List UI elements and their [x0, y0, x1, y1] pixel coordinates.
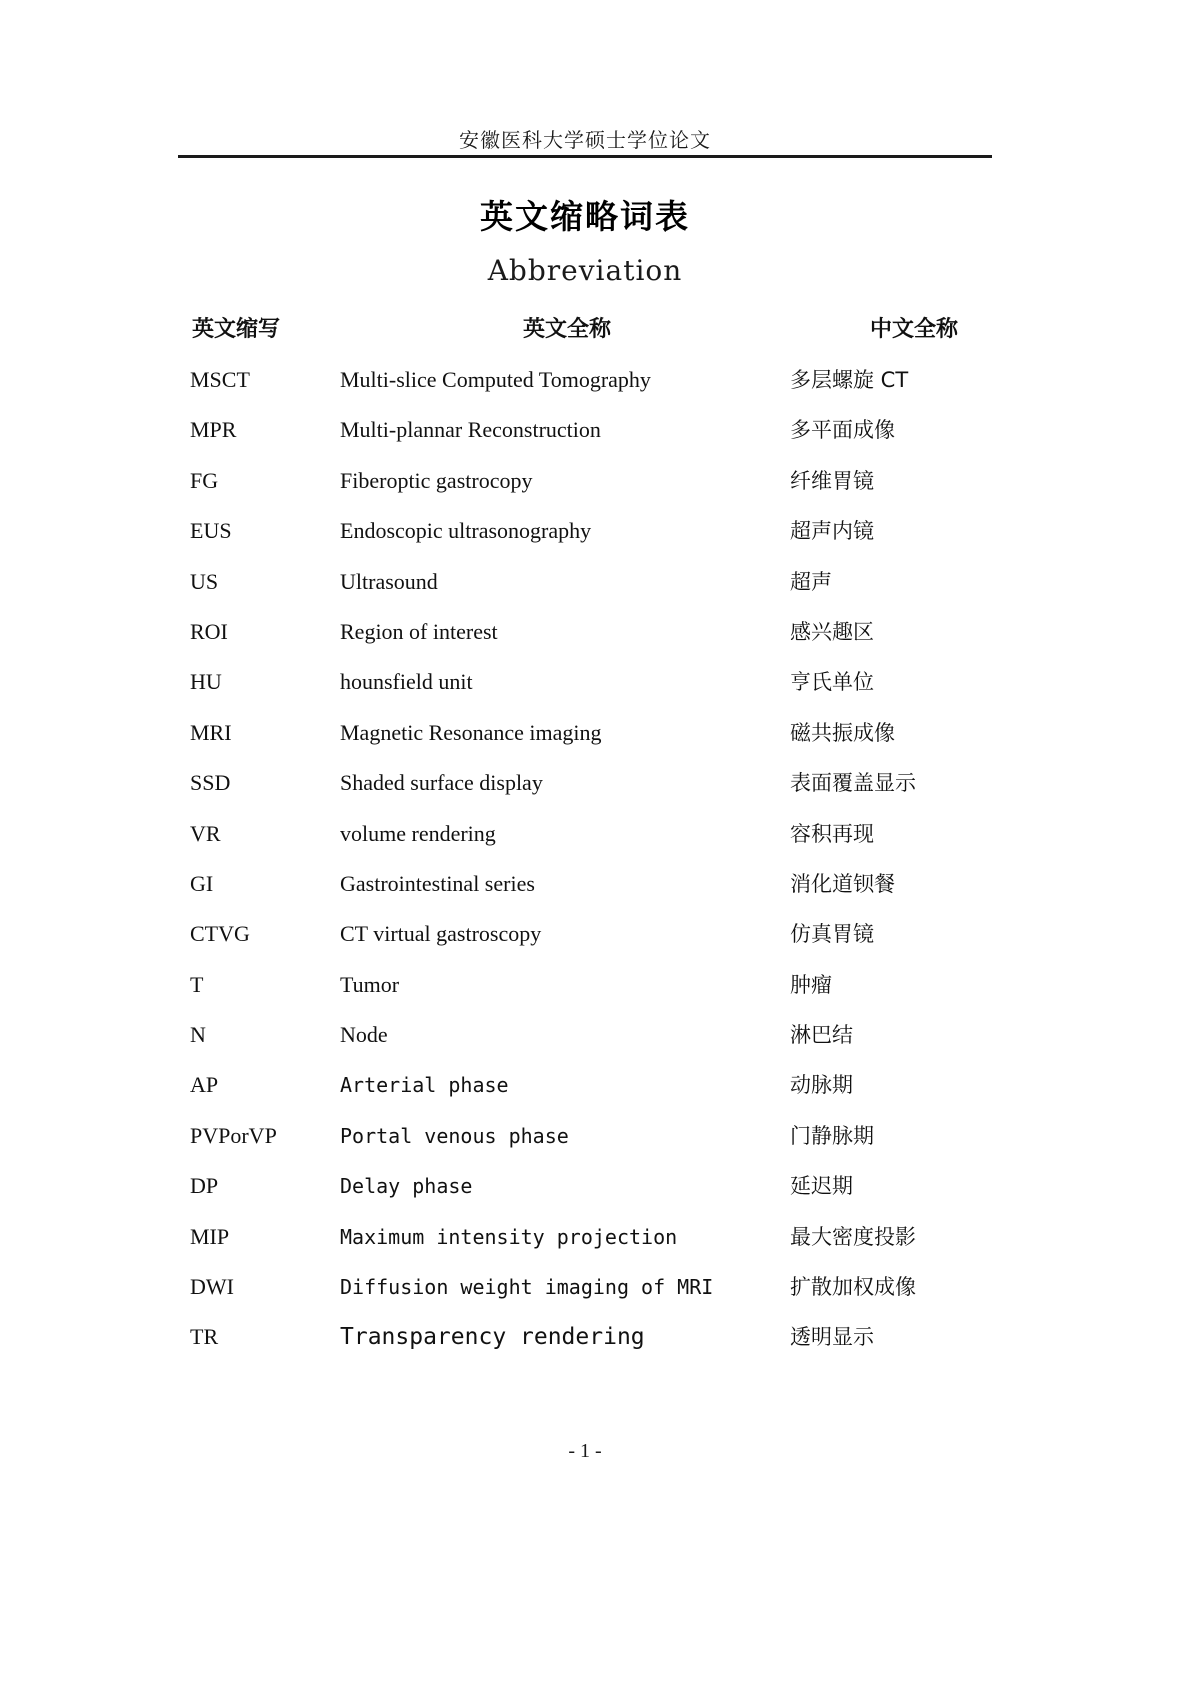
cell-full: Region of interest	[340, 618, 498, 644]
cell-abbr: MIP	[190, 1223, 230, 1249]
cell-full: Transparency rendering	[340, 1324, 645, 1351]
table-row	[190, 364, 990, 414]
table-row	[190, 918, 990, 968]
table-row	[190, 1221, 990, 1271]
cell-cn: 亨氏单位	[790, 670, 874, 695]
table-row	[190, 414, 990, 464]
cell-full: Delay phase	[340, 1174, 473, 1199]
cell-full: volume rendering	[340, 820, 496, 846]
column-header-full: 英文全称	[522, 317, 611, 342]
cell-abbr: EUS	[190, 518, 232, 544]
table-row	[190, 1321, 990, 1371]
cell-cn: 容积再现	[790, 821, 874, 846]
cell-full: Fiberoptic gastrocopy	[340, 467, 533, 493]
cell-full: Diffusion weight imaging of MRI	[340, 1275, 714, 1300]
cell-cn: 感兴趣区	[790, 619, 874, 644]
cell-abbr: DP	[190, 1173, 219, 1199]
cell-abbr: ROI	[190, 618, 228, 644]
cell-full: Tumor	[340, 971, 400, 997]
cell-abbr: FG	[190, 467, 219, 493]
table-row	[190, 868, 990, 918]
column-header-cn: 中文全称	[870, 317, 959, 342]
cell-cn: 延迟期	[790, 1174, 853, 1199]
cell-full: Ultrasound	[340, 568, 438, 594]
cell-cn: 动脉期	[790, 1073, 853, 1098]
cell-cn: 磁共振成像	[790, 720, 895, 745]
table-row	[190, 1069, 990, 1119]
table-row	[190, 1019, 990, 1069]
table-row	[190, 666, 990, 716]
table-row	[190, 1271, 990, 1321]
cell-cn: 最大密度投影	[790, 1224, 916, 1249]
table-header-row	[190, 312, 990, 364]
cell-abbr: DWI	[190, 1274, 234, 1300]
table-row	[190, 1170, 990, 1220]
cell-cn: 肿瘤	[790, 972, 832, 997]
abbreviation-table	[190, 312, 990, 1372]
table-row	[190, 818, 990, 868]
cell-full: hounsfield unit	[340, 669, 473, 695]
table-row	[190, 616, 990, 666]
cell-abbr: MPR	[190, 417, 237, 443]
cell-cn: 多层螺旋 CT	[790, 368, 909, 392]
cell-abbr: MSCT	[190, 367, 250, 392]
cell-cn: 仿真胃镜	[790, 922, 874, 947]
table-row	[190, 969, 990, 1019]
cell-full: Endoscopic ultrasonography	[340, 518, 592, 544]
cell-abbr: AP	[190, 1072, 219, 1098]
cell-abbr: TR	[190, 1324, 219, 1350]
table-row	[190, 1120, 990, 1170]
cell-cn: 透明显示	[790, 1325, 874, 1350]
table-row	[190, 465, 990, 515]
table-row	[190, 566, 990, 616]
cell-full: Node	[340, 1022, 388, 1048]
cell-full: Multi-plannar Reconstruction	[340, 417, 601, 443]
cell-cn: 门静脉期	[790, 1123, 874, 1148]
cell-full: CT virtual gastroscopy	[340, 921, 542, 947]
cell-abbr: T	[190, 971, 204, 997]
cell-abbr: PVPorVP	[190, 1122, 277, 1148]
cell-cn: 多平面成像	[790, 418, 895, 443]
running-header: 安徽医科大学硕士学位论文	[459, 128, 711, 152]
table-row	[190, 717, 990, 767]
cell-cn: 超声内镜	[790, 519, 874, 544]
cell-full: Portal venous phase	[340, 1123, 569, 1148]
page-title-en: Abbreviation	[487, 254, 683, 287]
cell-abbr: GI	[190, 870, 214, 896]
page-number: - 1 -	[568, 1440, 602, 1462]
page-title-cn: 英文缩略词表	[480, 197, 690, 236]
cell-cn: 超声	[790, 569, 832, 594]
cell-abbr: US	[190, 568, 219, 594]
cell-full: Gastrointestinal series	[340, 870, 535, 896]
cell-cn: 淋巴结	[790, 1023, 853, 1048]
cell-full: Arterial phase	[340, 1073, 509, 1098]
cell-abbr: SSD	[190, 770, 231, 796]
table-row	[190, 767, 990, 817]
column-header-abbr: 英文缩写	[192, 317, 281, 342]
cell-abbr: VR	[190, 820, 221, 846]
table-row	[190, 515, 990, 565]
cell-full: Maximum intensity projection	[340, 1224, 678, 1249]
cell-abbr: HU	[190, 669, 222, 695]
cell-full: Shaded surface display	[340, 770, 543, 796]
cell-cn: 表面覆盖显示	[790, 771, 916, 796]
cell-abbr: N	[190, 1022, 206, 1048]
header-divider	[178, 155, 992, 158]
cell-abbr: CTVG	[190, 921, 250, 947]
cell-cn: 扩散加权成像	[790, 1275, 916, 1300]
cell-cn: 纤维胃镜	[790, 468, 874, 493]
cell-cn: 消化道钡餐	[790, 871, 895, 896]
cell-full: Multi-slice Computed Tomography	[340, 367, 651, 392]
cell-full: Magnetic Resonance imaging	[340, 719, 602, 745]
cell-abbr: MRI	[190, 719, 232, 745]
